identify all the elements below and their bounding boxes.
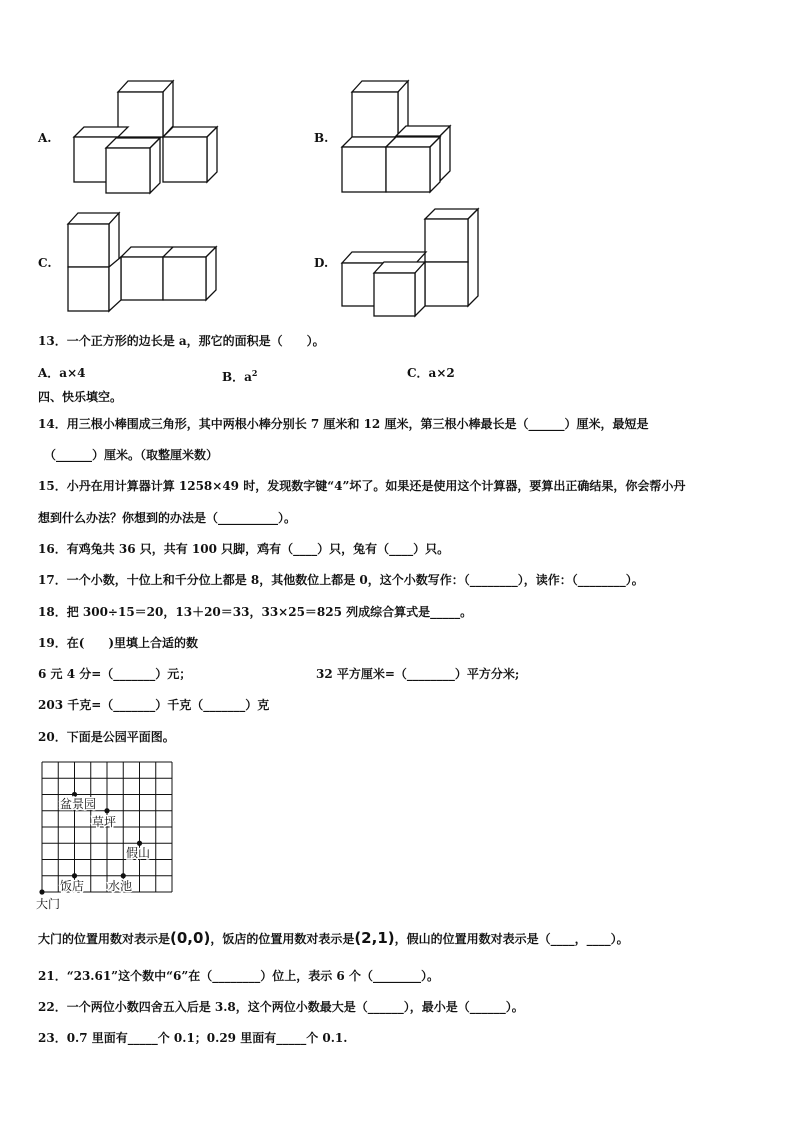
q14-line2: （______）厘米。（取整厘米数） [44, 448, 219, 462]
q17-text: 17．一个小数，十位上和千分位上都是 8，其他数位上都是 0，这个小数写作：（________），读作：（________）。 [38, 573, 644, 587]
option-b-label: B. [314, 131, 329, 145]
q13-option-a: A．a×4 [38, 366, 86, 380]
q16-text: 16．有鸡兔共 36 只，共有 100 只脚，鸡有（____）只，兔有（____）只。 [38, 542, 450, 556]
section-heading: 四、快乐填空。 [38, 390, 123, 404]
q15-line1: 15．小丹在用计算器计算 1258×49 时，发现数字键“4”坏了。如果还是使用这个计算器，要算出正确结果，你会帮小丹 [38, 479, 686, 493]
q13-option-b: B．$a^2$ [222, 368, 258, 384]
pair-gate: (0,0) [170, 929, 211, 947]
q13-stem: 13．一个正方形的边长是 a，那它的面积是（ ）。 [38, 334, 325, 348]
map-label-caoping: 草坪 [92, 815, 117, 829]
q19-part-b: 32 平方厘米=（________）平方分米; [316, 667, 520, 681]
map-label-fandian: 饭店 [60, 879, 85, 893]
park-map [36, 756, 196, 916]
q20-stem: 20．下面是公园平面图。 [38, 730, 175, 744]
q13-option-c: C．a×2 [407, 366, 455, 380]
map-label-damen: 大门 [36, 897, 61, 911]
option-c-label: C. [38, 256, 52, 270]
map-point-caoping [104, 808, 109, 813]
q22-text: 22．一个两位小数四舍五入后是 3.8，这个两位小数最大是（______），最小是（______）。 [38, 1000, 524, 1014]
q19-stem: 19．在( )里填上合适的数 [38, 636, 199, 650]
q21-text: 21．“23.61”这个数中“6”在（________）位上，表示 6 个（________）。 [38, 969, 439, 983]
map-point-gate [39, 889, 44, 894]
q23-text: 23．0.7 里面有_____个 0.1；0.29 里面有_____个 0.1. [38, 1031, 348, 1045]
map-label-penjingyuan: 盆景园 [60, 797, 97, 811]
map-point-fandian [72, 873, 77, 878]
pair-hotel: (2,1) [354, 929, 395, 947]
q15-line2: 想到什么办法？你想到的办法是（__________）。 [38, 511, 297, 525]
q19-part-c: 203 千克=（_______）千克（_______）克 [38, 698, 270, 712]
map-label-shuichi: 水池 [108, 879, 133, 893]
map-label-jiashan: 假山 [126, 846, 151, 860]
option-a-label: A. [38, 131, 52, 145]
map-point-shuichi [121, 873, 126, 878]
q18-text: 18．把 300÷15＝20，13＋20＝33，33×25＝825 列成综合算式是_____。 [38, 605, 473, 619]
q20-question: 大门的位置用数对表示是(0,0)，饭店的位置用数对表示是(2,1)，假山的位置用数对表示是（____，____）。 [38, 929, 629, 947]
q14-line1: 14．用三根小棒围成三角形，其中两根小棒分别长 7 厘米和 12 厘米，第三根小棒最长是（______）厘米，最短是 [38, 417, 649, 431]
option-d-label: D. [314, 256, 329, 270]
q19-part-a: 6 元 4 分=（_______）元； [38, 667, 192, 681]
